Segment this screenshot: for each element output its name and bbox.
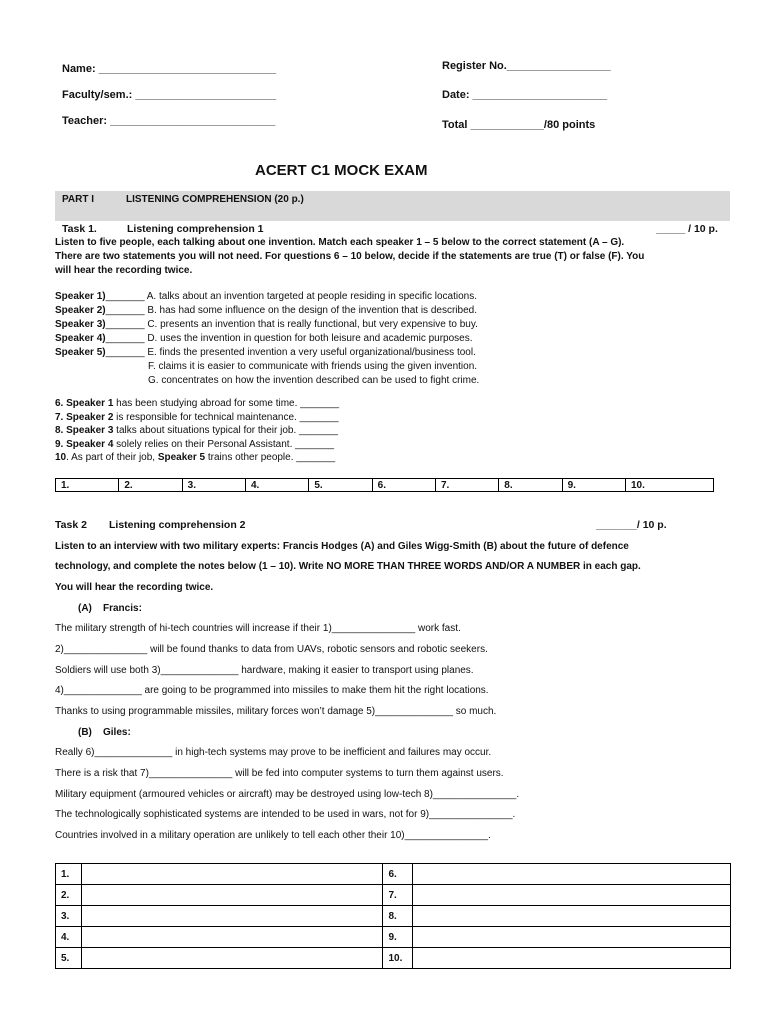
gap-line[interactable]: The military strength of hi-tech countries will increase if their 1)_______________ work fast. [55, 623, 461, 634]
answer-cell[interactable]: 1. [56, 479, 119, 492]
answer-cell[interactable] [413, 927, 731, 948]
tf-item[interactable]: 9. Speaker 4 solely relies on their Personal Assistant. _______ [55, 438, 335, 450]
speaker-row[interactable]: Speaker 4)_______ D. uses the invention in question for both leisure and academic purposes. [55, 333, 473, 344]
task2-instructions-3: You will hear the recording twice. [55, 582, 214, 593]
task2-score[interactable]: _______/ 10 p. [596, 519, 667, 531]
speaker-row[interactable]: Speaker 1)_______ A. talks about an invention targeted at people residing in specific locations. [55, 291, 477, 302]
register-field[interactable]: Register No._________________ [442, 60, 611, 72]
answer-label: 3. [56, 906, 82, 927]
answer-cell[interactable]: 9. [562, 479, 625, 492]
task1-score[interactable]: _____ / 10 p. [656, 223, 718, 235]
gap-line[interactable]: Really 6)______________ in high-tech systems may prove to be inefficient and failures may occur. [55, 747, 492, 758]
gap-line[interactable]: The technologically sophisticated systems are intended to be used in wars, not for 9)_______________. [55, 809, 516, 820]
answer-cell[interactable] [413, 948, 731, 969]
speaker-row[interactable]: Speaker 2)_______ B. has had some influence on the design of the invention that is described. [55, 305, 477, 316]
gap-line[interactable]: There is a risk that 7)_______________ will be fed into computer systems to turn them against users. [55, 768, 504, 779]
task2-label: Task 2 [55, 519, 87, 531]
gap-line[interactable]: Military equipment (armoured vehicles or aircraft) may be destroyed using low-tech 8)_______________. [55, 789, 520, 800]
answer-label: 7. [383, 885, 413, 906]
answer-cell[interactable] [413, 885, 731, 906]
answer-cell[interactable]: 10. [625, 479, 713, 492]
task1-label: Task 1. [62, 223, 97, 235]
date-field[interactable]: Date: ______________________ [442, 89, 608, 101]
gap-line[interactable]: 2)_______________ will be found thanks to data from UAVs, robotic sensors and robotic seekers. [55, 644, 488, 655]
speaker-list [55, 290, 478, 360]
faculty-field[interactable]: Faculty/sem.: _______________________ [62, 89, 277, 101]
answer-cell[interactable]: 2. [119, 479, 182, 492]
tf-item[interactable]: 10. As part of their job, Speaker 5 trains other people. _______ [55, 452, 336, 463]
task2-answer-table [55, 863, 731, 969]
answer-cell[interactable]: 7. [435, 479, 498, 492]
true-false-list [55, 397, 339, 465]
total-field[interactable]: Total ____________/80 points [442, 119, 596, 131]
answer-label: 6. [383, 864, 413, 885]
answer-label: 2. [56, 885, 82, 906]
tf-item[interactable]: 6. Speaker 1 has been studying abroad for some time. _______ [55, 398, 340, 409]
answer-cell[interactable]: 6. [372, 479, 435, 492]
answer-cell[interactable] [81, 885, 383, 906]
answer-cell[interactable] [81, 906, 383, 927]
answer-cell[interactable] [81, 927, 383, 948]
gap-line[interactable]: Thanks to using programmable missiles, military forces won’t damage 5)______________ so much. [55, 706, 497, 717]
answer-cell[interactable] [81, 864, 383, 885]
answer-label: 5. [56, 948, 82, 969]
part-name: LISTENING COMPREHENSION (20 p.) [126, 194, 304, 205]
task2-instructions-1: Listen to an interview with two military experts: Francis Hodges (A) and Giles Wigg-Smith (B) about the future of defence [55, 541, 629, 552]
task1-instructions: Listen to five people, each talking about one invention. Match each speaker 1 – 5 below to the correct statement (A – G). There are two statements you will not need. For questions 6 – 10 below, decide if the statements are true (T) or false (F). You will hear the recording twice. [55, 237, 645, 276]
answer-cell[interactable]: 5. [309, 479, 372, 492]
answer-label: 8. [383, 906, 413, 927]
gap-line[interactable]: Soldiers will use both 3)______________ hardware, making it easier to transport using planes. [55, 665, 474, 676]
answer-label: 4. [56, 927, 82, 948]
answer-cell[interactable] [81, 948, 383, 969]
extra-statements: F. claims it is easier to communicate with friends using the given invention. G. concentrates on how the invention described can be used to fight crime. [148, 361, 480, 386]
gap-line[interactable]: 4)______________ are going to be programmed into missiles to make them hit the right locations. [55, 685, 489, 696]
answer-label: 1. [56, 864, 82, 885]
answer-cell[interactable]: 8. [499, 479, 562, 492]
part-header-bar [55, 191, 730, 221]
teacher-field[interactable]: Teacher: ___________________________ [62, 115, 276, 127]
speaker-row[interactable]: Speaker 5)_______ E. finds the presented invention a very useful organizational/business tool. [55, 347, 476, 358]
answer-label: 10. [383, 948, 413, 969]
answer-label: 9. [383, 927, 413, 948]
answer-cell[interactable] [413, 864, 731, 885]
task1-name: Listening comprehension 1 [127, 223, 264, 235]
gap-line[interactable]: Countries involved in a military operation are unlikely to tell each other their 10)_______________. [55, 830, 491, 841]
page-title: ACERT C1 MOCK EXAM [255, 162, 428, 179]
part-label: PART I [62, 194, 95, 205]
answer-cell[interactable]: 3. [182, 479, 245, 492]
name-field[interactable]: Name: _____________________________ [62, 63, 277, 75]
francis-label: (A) Francis: [78, 603, 142, 614]
speaker-row[interactable]: Speaker 3)_______ C. presents an invention that is really functional, but very expensive to buy. [55, 319, 478, 330]
giles-label: (B) Giles: [78, 727, 131, 738]
tf-item[interactable]: 7. Speaker 2 is responsible for technical maintenance. _______ [55, 411, 339, 423]
task2-instructions-2: technology, and complete the notes below (1 – 10). Write NO MORE THAN THREE WORDS AND/OR A NUMBER in each gap. [55, 561, 641, 572]
answer-cell[interactable] [413, 906, 731, 927]
task2-name: Listening comprehension 2 [109, 519, 246, 531]
task1-answer-table [55, 478, 714, 492]
answer-cell[interactable]: 4. [245, 479, 308, 492]
tf-item[interactable]: 8. Speaker 3 talks about situations typical for their job. _______ [55, 425, 338, 436]
